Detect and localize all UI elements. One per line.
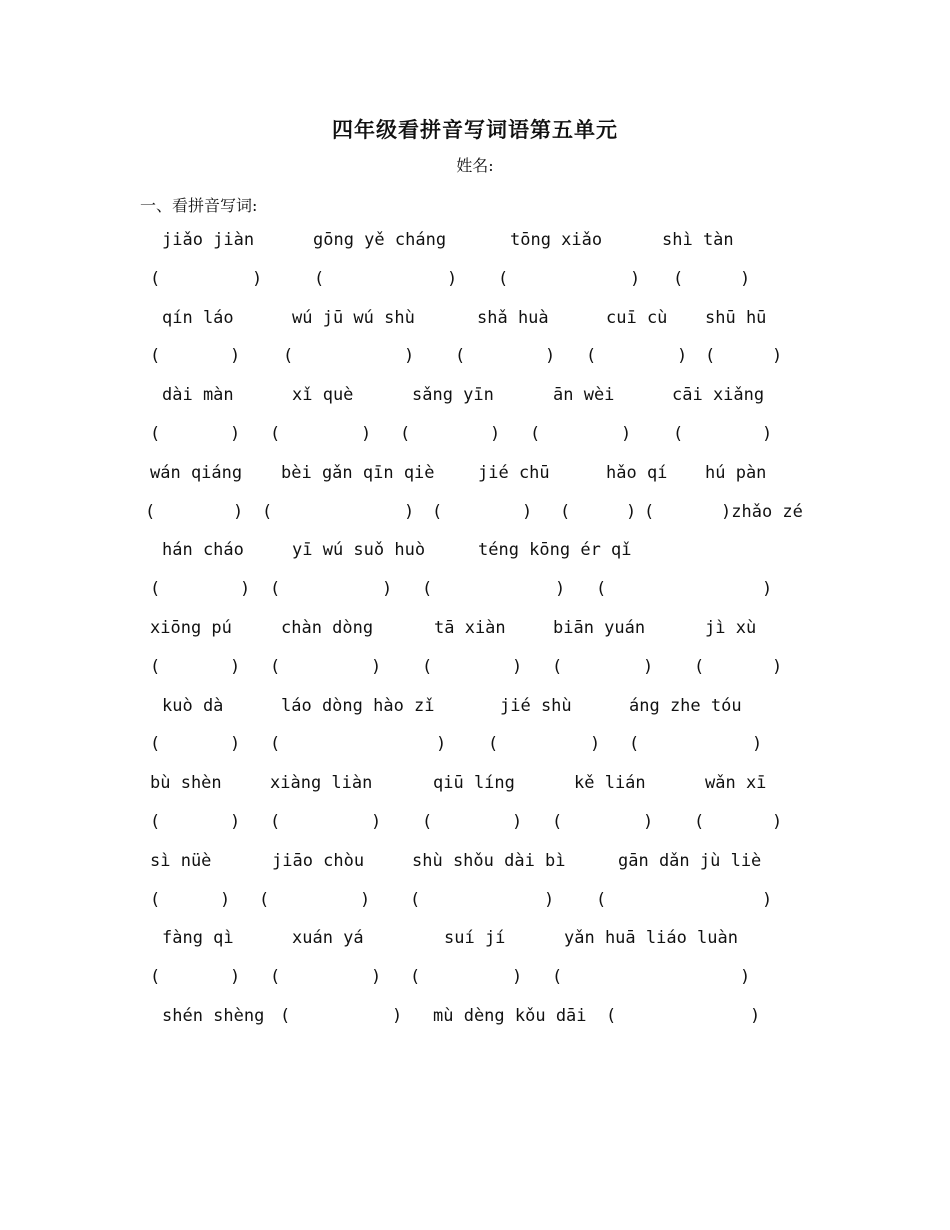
answer-bracket: ( — [552, 812, 563, 832]
answer-bracket: ( — [270, 424, 281, 444]
answer-bracket: ) — [762, 890, 773, 910]
answer-bracket: ( — [694, 657, 705, 677]
pinyin-word: xiōng pú — [150, 618, 232, 638]
answer-bracket: ( — [270, 579, 281, 599]
pinyin-word: yī wú suǒ huò — [292, 540, 426, 560]
pinyin-word: shǎ huà — [477, 308, 549, 328]
pinyin-word: tā xiàn — [434, 618, 506, 638]
answer-bracket: ( — [673, 269, 684, 289]
answer-bracket: ( — [145, 502, 156, 522]
answer-bracket: ( — [400, 424, 411, 444]
answer-bracket: ( — [150, 269, 161, 289]
answer-bracket: ( — [422, 812, 433, 832]
pinyin-word: jiǎo jiàn — [162, 230, 255, 250]
answer-bracket: ( — [422, 657, 433, 677]
answer-bracket: ) — [772, 812, 783, 832]
pinyin-word: hú pàn — [705, 463, 767, 483]
answer-bracket: ( — [262, 502, 273, 522]
answer-bracket: ( — [150, 967, 161, 987]
pinyin-word: gān dǎn jù liè — [618, 851, 762, 871]
answer-bracket: ) — [371, 812, 382, 832]
answer-bracket: ) — [371, 657, 382, 677]
answer-bracket: ) — [240, 579, 251, 599]
answer-bracket: ) — [360, 890, 371, 910]
answer-bracket: ( — [270, 812, 281, 832]
pinyin-word: jì xù — [705, 618, 757, 638]
answer-bracket: ( — [432, 502, 443, 522]
answer-bracket: ) — [630, 269, 641, 289]
answer-bracket: ) — [436, 734, 447, 754]
pinyin-word: qiū líng — [433, 773, 515, 793]
answer-bracket: ) — [544, 890, 555, 910]
answer-bracket: ( — [150, 346, 161, 366]
pinyin-word: sǎng yīn — [412, 385, 494, 405]
answer-bracket: ) — [590, 734, 601, 754]
answer-bracket: ( — [259, 890, 270, 910]
pinyin-word: chàn dòng — [281, 618, 374, 638]
answer-bracket: ( — [150, 579, 161, 599]
answer-bracket: ( — [629, 734, 640, 754]
pinyin-word: shù shǒu dài bì — [412, 851, 566, 871]
answer-bracket: ) — [512, 812, 523, 832]
answer-bracket: ( — [705, 346, 716, 366]
answer-bracket: ( — [552, 967, 563, 987]
answer-bracket: ) — [230, 346, 241, 366]
pinyin-word: ) — [750, 1006, 761, 1026]
answer-bracket: ) — [230, 967, 241, 987]
pinyin-word: kě lián — [574, 773, 646, 793]
answer-bracket: ( — [586, 346, 597, 366]
pinyin-word: ( — [606, 1006, 617, 1026]
pinyin-word: kuò dà — [162, 696, 224, 716]
pinyin-word: jiāo chòu — [272, 851, 365, 871]
pinyin-word: suí jí — [444, 928, 506, 948]
answer-bracket: ( — [673, 424, 684, 444]
pinyin-word: jié shù — [500, 696, 572, 716]
pinyin-word: wán qiáng — [150, 463, 243, 483]
answer-bracket: ( — [560, 502, 571, 522]
answer-bracket: ) — [772, 657, 783, 677]
answer-bracket: ) — [230, 812, 241, 832]
answer-bracket: ( — [150, 657, 161, 677]
answer-bracket: ( — [150, 424, 161, 444]
pinyin-word: xǐ què — [292, 385, 354, 405]
pinyin-word: láo dòng hào zǐ — [281, 696, 435, 716]
answer-bracket: ( — [530, 424, 541, 444]
answer-bracket: ( — [150, 734, 161, 754]
answer-bracket: ( — [694, 812, 705, 832]
answer-bracket: ) — [621, 424, 632, 444]
pinyin-word: cuī cù — [606, 308, 668, 328]
pinyin-word: hǎo qí — [606, 463, 668, 483]
answer-bracket: ( — [644, 502, 655, 522]
answer-bracket: ) — [230, 734, 241, 754]
answer-bracket: ) — [382, 579, 393, 599]
answer-bracket: ) — [490, 424, 501, 444]
answer-bracket: ) — [371, 967, 382, 987]
answer-bracket: ( — [150, 812, 161, 832]
answer-bracket: ) — [643, 812, 654, 832]
answer-bracket: ( — [270, 967, 281, 987]
pinyin-word: gōng yě cháng — [313, 230, 447, 250]
pinyin-word: wǎn xī — [705, 773, 767, 793]
answer-bracket: ) — [447, 269, 458, 289]
answer-bracket: ) — [740, 269, 751, 289]
answer-bracket: ) — [762, 424, 773, 444]
answer-bracket: ) — [230, 657, 241, 677]
pinyin-word: cāi xiǎng — [672, 385, 765, 405]
pinyin-word: ( — [280, 1006, 291, 1026]
pinyin-word: tōng xiǎo — [510, 230, 603, 250]
answer-bracket: ( — [596, 890, 607, 910]
answer-bracket: ( — [410, 967, 421, 987]
answer-bracket: ( — [270, 657, 281, 677]
pinyin-word: shì tàn — [662, 230, 734, 250]
pinyin-word: yǎn huā liáo luàn — [564, 928, 738, 948]
answer-bracket: ) — [762, 579, 773, 599]
page-title: 四年级看拼音写词语第五单元 — [332, 117, 618, 142]
answer-bracket: ) — [512, 657, 523, 677]
answer-bracket: ( — [422, 579, 433, 599]
answer-bracket: ( — [488, 734, 499, 754]
pinyin-word: bù shèn — [150, 773, 222, 793]
answer-bracket: ( — [150, 890, 161, 910]
pinyin-word: qín láo — [162, 308, 234, 328]
pinyin-word: xiàng liàn — [270, 773, 373, 793]
pinyin-word: téng kōng ér qǐ — [478, 540, 632, 560]
answer-bracket: ) — [361, 424, 372, 444]
pinyin-word: mù dèng kǒu dāi — [433, 1006, 587, 1026]
answer-bracket: ( — [596, 579, 607, 599]
answer-bracket: ) — [230, 424, 241, 444]
answer-bracket: ) — [626, 502, 637, 522]
answer-bracket: ( — [552, 657, 563, 677]
pinyin-word: fàng qì — [162, 928, 234, 948]
answer-bracket: ) — [404, 502, 415, 522]
pinyin-word: xuán yá — [292, 928, 364, 948]
pinyin-word: bèi gǎn qīn qiè — [281, 463, 435, 483]
section-heading: 一、看拼音写词: — [140, 196, 258, 215]
answer-bracket: ) — [752, 734, 763, 754]
answer-bracket: ) — [643, 657, 654, 677]
answer-bracket: ) — [252, 269, 263, 289]
answer-bracket: )zhǎo zé — [721, 502, 803, 522]
answer-bracket: ) — [522, 502, 533, 522]
answer-bracket: ) — [772, 346, 783, 366]
pinyin-word: ān wèi — [553, 385, 615, 405]
pinyin-word: wú jū wú shù — [292, 308, 415, 328]
pinyin-word: ) — [392, 1006, 403, 1026]
pinyin-word: shén shèng — [162, 1006, 265, 1026]
answer-bracket: ) — [545, 346, 556, 366]
pinyin-word: áng zhe tóu — [629, 696, 742, 716]
answer-bracket: ) — [220, 890, 231, 910]
answer-bracket: ) — [404, 346, 415, 366]
answer-bracket: ( — [283, 346, 294, 366]
answer-bracket: ) — [677, 346, 688, 366]
pinyin-word: shū hū — [705, 308, 767, 328]
answer-bracket: ) — [233, 502, 244, 522]
answer-bracket: ( — [455, 346, 466, 366]
pinyin-word: sì nüè — [150, 851, 212, 871]
answer-bracket: ) — [512, 967, 523, 987]
name-label: 姓名: — [456, 156, 494, 175]
answer-bracket: ( — [270, 734, 281, 754]
answer-bracket: ( — [498, 269, 509, 289]
pinyin-word: biān yuán — [553, 618, 646, 638]
pinyin-word: dài màn — [162, 385, 234, 405]
answer-bracket: ) — [555, 579, 566, 599]
answer-bracket: ) — [740, 967, 751, 987]
pinyin-word: hán cháo — [162, 540, 244, 560]
answer-bracket: ( — [314, 269, 325, 289]
pinyin-word: jié chū — [478, 463, 550, 483]
answer-bracket: ( — [410, 890, 421, 910]
